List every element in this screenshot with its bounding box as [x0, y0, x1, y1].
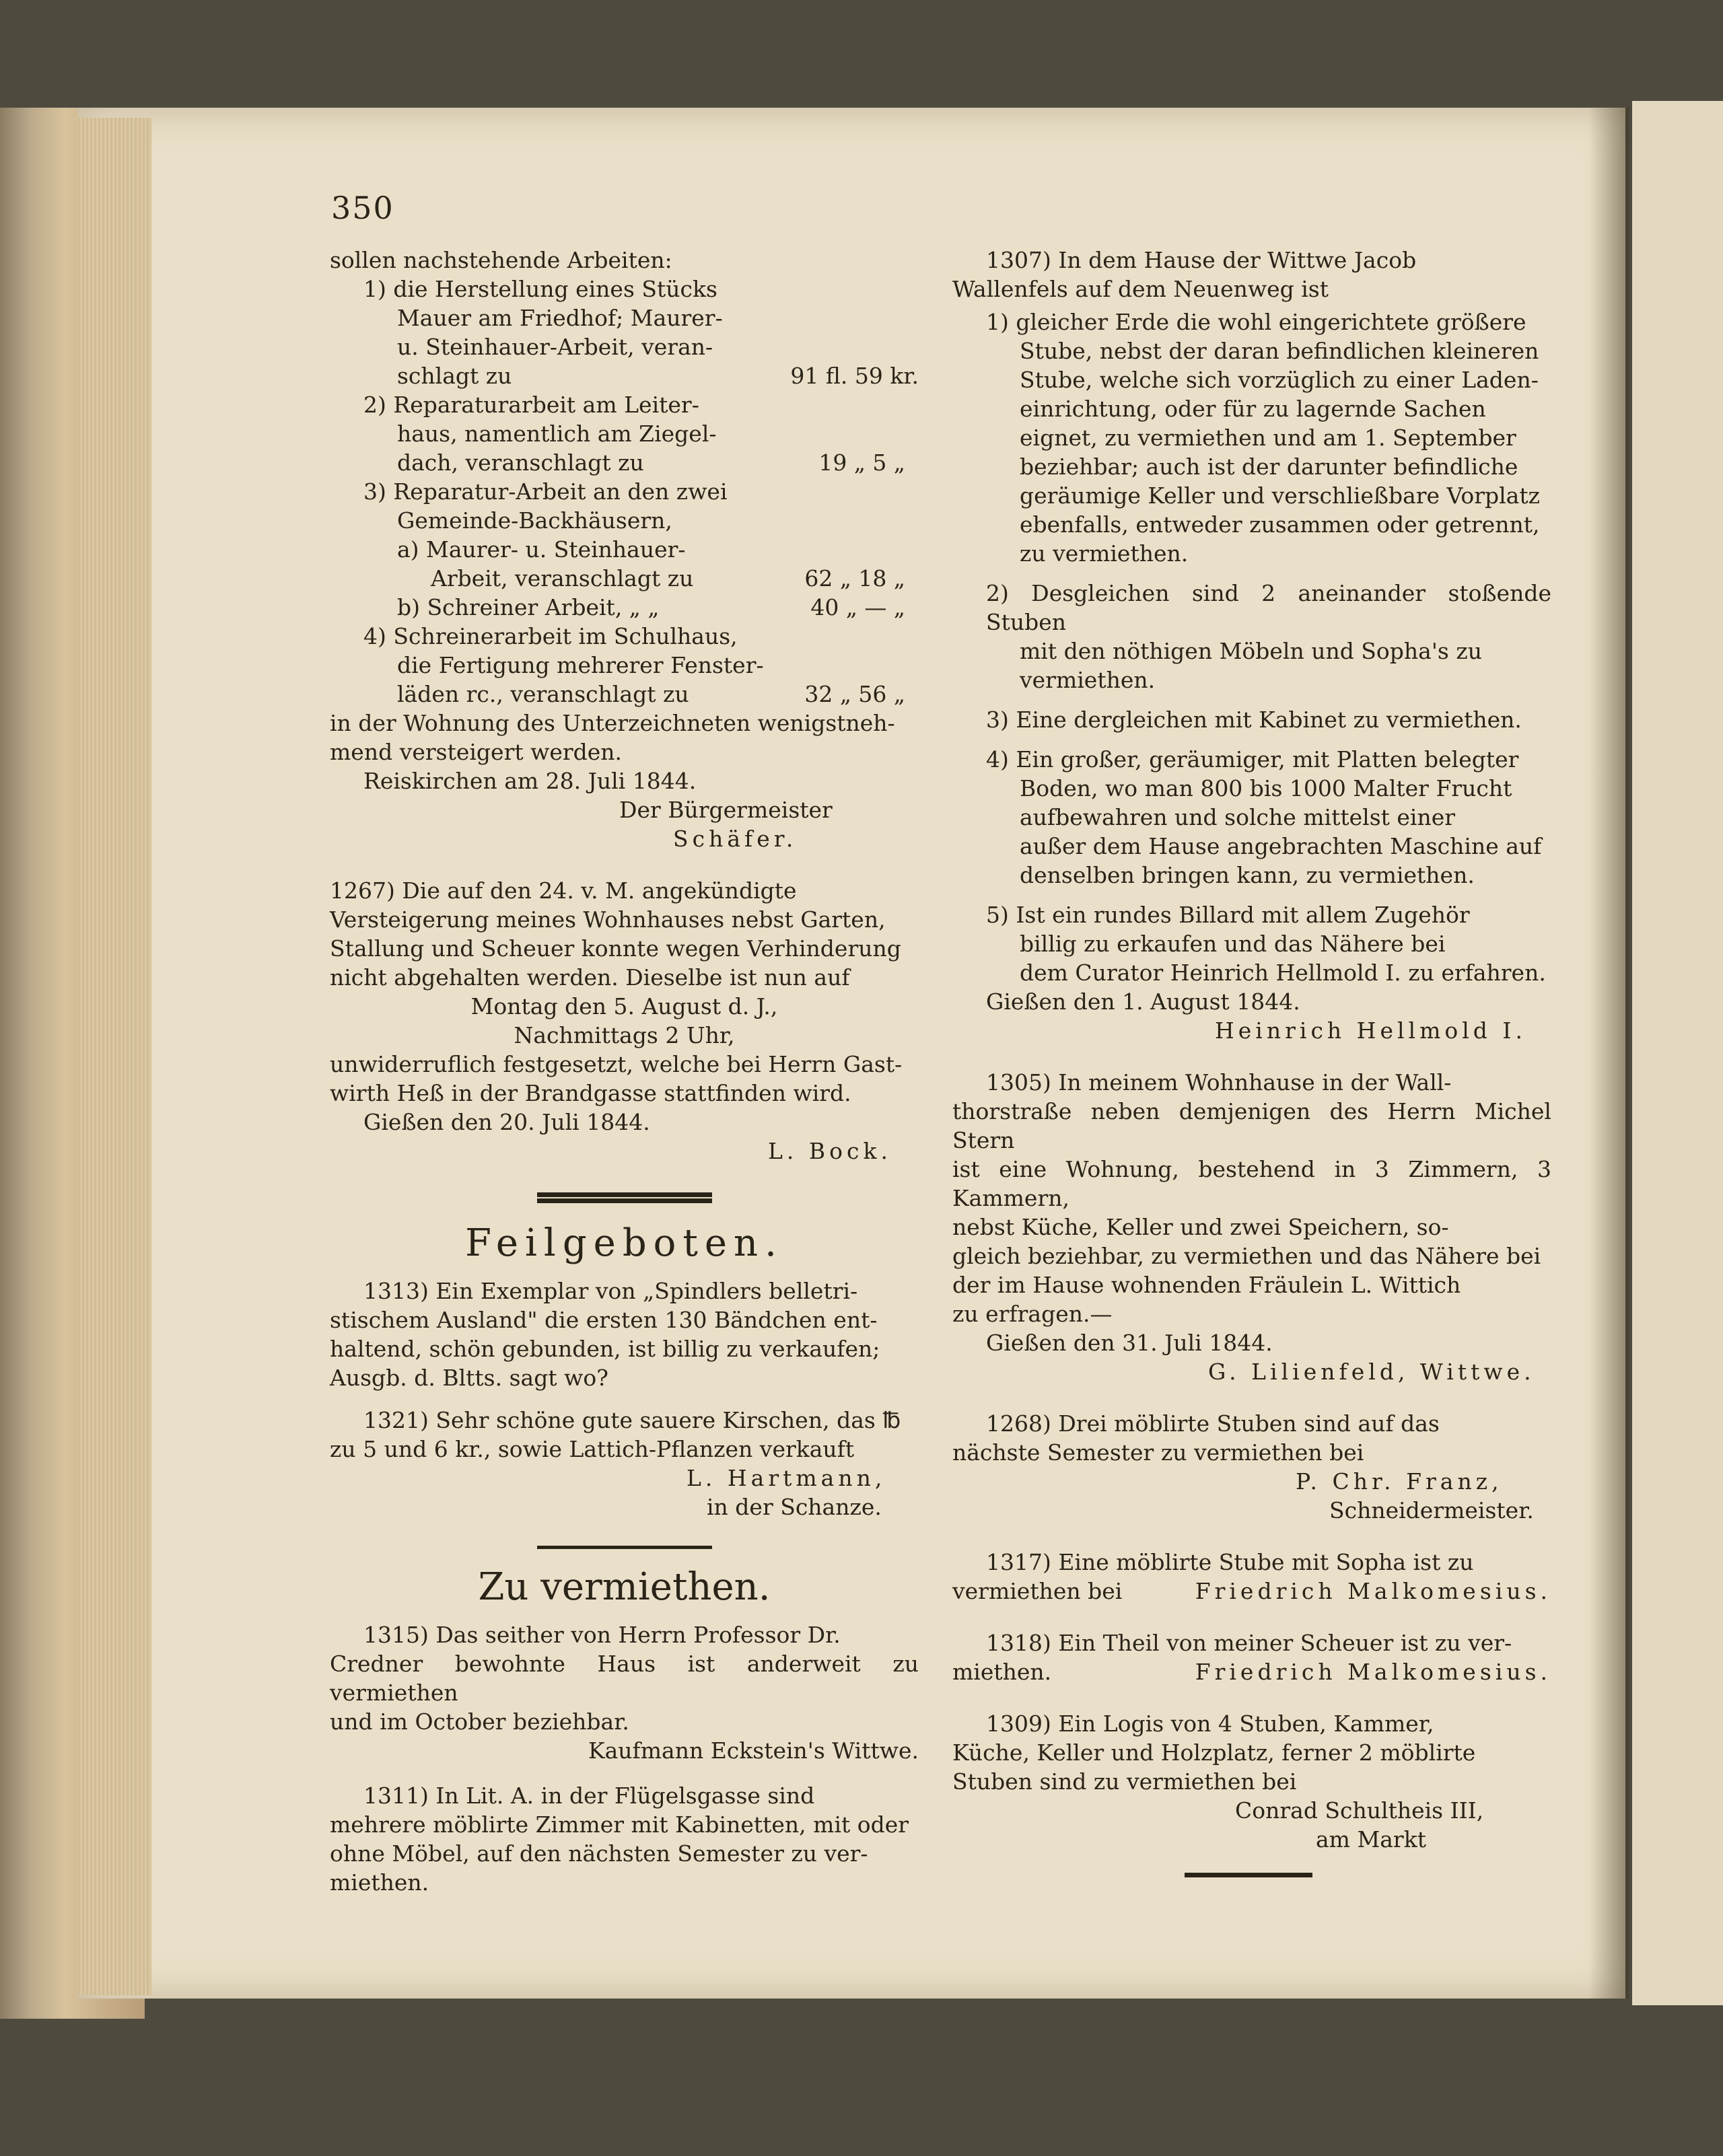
- right-column: [952, 246, 1551, 1892]
- text-line: vermiethen bei: [952, 1578, 1123, 1604]
- signer-name: Schäfer.: [673, 826, 798, 852]
- notice-1309: [952, 1709, 1551, 1854]
- text-line: 2) Reparaturarbeit am Leiter-: [363, 392, 699, 418]
- notice-1318: [952, 1628, 1551, 1686]
- text-line: 1318) Ein Theil von meiner Scheuer ist zu ver-: [986, 1630, 1512, 1656]
- text-line: b) Schreiner Arbeit, „ „: [397, 594, 660, 620]
- item-2: [330, 390, 919, 477]
- text-line: stischem Ausland" die ersten 130 Bändchen ent-: [330, 1307, 878, 1333]
- notice-1305: [952, 1068, 1551, 1386]
- text-line: 1315) Das seither von Herrn Professor Dr.: [363, 1622, 841, 1648]
- amount: 62 „ 18 „: [804, 565, 905, 591]
- text-line: Versteigerung meines Wohnhauses nebst Garten,: [330, 906, 886, 933]
- trade: Schneidermeister.: [1329, 1497, 1534, 1523]
- text-line: eignet, zu vermiethen und am 1. September: [1020, 425, 1516, 451]
- text-line: Stube, nebst der daran befindlichen kleineren: [1020, 338, 1539, 364]
- text-line: unwiderruflich festgesetzt, welche bei Herrn Gast-: [330, 1051, 903, 1077]
- signer-title: Der Bürgermeister: [619, 797, 833, 823]
- text-line: 1) die Herstellung eines Stücks: [363, 276, 717, 302]
- heading-feilgeboten: Feilgeboten.: [465, 1221, 783, 1265]
- text-line: denselben bringen kann, zu vermiethen.: [1020, 862, 1475, 888]
- text-line: geräumige Keller und verschließbare Vorplatz: [1020, 482, 1541, 509]
- text-line: die Fertigung mehrerer Fenster-: [397, 652, 764, 678]
- text-line: Nachmittags 2 Uhr,: [514, 1022, 735, 1048]
- text-line: 3) Reparatur-Arbeit an den zwei: [363, 478, 728, 505]
- text-line: dem Curator Heinrich Hellmold I. zu erfahren.: [1020, 960, 1546, 986]
- item-4: [330, 622, 919, 709]
- text-line: beziehbar; auch ist der darunter befindliche: [1020, 454, 1518, 480]
- text-line: Arbeit, veranschlagt zu: [431, 565, 694, 591]
- text-line: 1311) In Lit. A. in der Flügelsgasse sind: [363, 1783, 815, 1809]
- location: in der Schanze.: [707, 1494, 882, 1520]
- signature: Conrad Schultheis III,: [1235, 1797, 1484, 1824]
- text-line: Küche, Keller und Holzplatz, ferner 2 möblirte: [952, 1739, 1476, 1766]
- heading-zu-vermiethen: Zu vermiethen.: [478, 1565, 771, 1609]
- amount-row: [330, 680, 919, 709]
- text-line: haltend, schön gebunden, ist billig zu verkaufen;: [330, 1336, 880, 1362]
- amount-row: [330, 564, 919, 593]
- text-line: 1305) In meinem Wohnhause in der Wall-: [986, 1069, 1452, 1095]
- text-line: 1317) Eine möblirte Stube mit Sopha ist zu: [986, 1549, 1474, 1575]
- text-line: a) Maurer- u. Steinhauer-: [397, 536, 686, 563]
- text-line: zu erfragen.—: [952, 1301, 1113, 1327]
- place-date: Reiskirchen am 28. Juli 1844.: [363, 768, 697, 794]
- text-line: 5) Ist ein rundes Billard mit allem Zugehör: [986, 902, 1470, 928]
- text-line: Montag den 5. August d. J.,: [470, 993, 778, 1019]
- text-line: Ausgb. d. Bltts. sagt wo?: [330, 1365, 608, 1391]
- text-line: 2) Desgleichen sind 2 aneinander stoßende Stuben: [986, 580, 1551, 635]
- text-line: 1268) Drei möblirte Stuben sind auf das: [986, 1410, 1440, 1437]
- intro-line: sollen nachstehende Arbeiten:: [330, 247, 672, 273]
- text-line: 1309) Ein Logis von 4 Stuben, Kammer,: [986, 1711, 1434, 1737]
- text-line: einrichtung, oder für zu lagernde Sachen: [1020, 396, 1486, 422]
- text-line: miethen.: [952, 1659, 1052, 1685]
- text-line: außer dem Hause angebrachten Maschine auf: [1020, 833, 1542, 859]
- signature: Kaufmann Eckstein's Wittwe.: [588, 1737, 919, 1764]
- notice-1313: [330, 1277, 919, 1392]
- signature-row: [952, 1577, 1551, 1606]
- section-rule: [537, 1546, 712, 1549]
- text-line: 4) Schreinerarbeit im Schulhaus,: [363, 623, 738, 649]
- text-line: nächste Semester zu vermiethen bei: [952, 1439, 1364, 1466]
- notice-1321: [330, 1406, 919, 1521]
- text-line: Stallung und Scheuer konnte wegen Verhinderung: [330, 935, 901, 962]
- amount-row: [330, 361, 919, 390]
- text-line: ist eine Wohnung, bestehend in 3 Zimmern, 3 Kammern,: [952, 1156, 1551, 1211]
- page-number: 350: [331, 190, 394, 226]
- text-line: haus, namentlich am Ziegel-: [397, 421, 717, 447]
- notice-1315: [330, 1620, 919, 1765]
- text-line: Stube, welche sich vorzüglich zu einer Laden-: [1020, 367, 1539, 393]
- text-line: schlagt zu: [397, 363, 512, 389]
- item-3: [330, 477, 919, 622]
- text-line: miethen.: [330, 1869, 429, 1896]
- text-line: thorstraße neben demjenigen des Herrn Michel Stern: [952, 1098, 1551, 1153]
- amount: 32 „ 56 „: [804, 681, 905, 707]
- text-line: zu vermiethen.: [1020, 540, 1189, 567]
- amount-row: [330, 593, 919, 622]
- text-line: 1267) Die auf den 24. v. M. angekündigte: [330, 877, 797, 904]
- signature-row: [952, 1657, 1551, 1686]
- text-line: wirth Heß in der Brandgasse stattfinden wird.: [330, 1080, 851, 1106]
- text-line: billig zu erkaufen und das Nähere bei: [1020, 931, 1446, 957]
- notice-1307: [952, 246, 1551, 1045]
- notice-1311: [330, 1781, 919, 1897]
- amount: 19 „ 5 „: [818, 450, 905, 476]
- signature: G. Lilienfeld, Wittwe.: [1208, 1359, 1535, 1385]
- text-line: Credner bewohnte Haus ist anderweit zu vermiethen: [330, 1651, 919, 1706]
- section-rule: [1185, 1873, 1312, 1877]
- text-line: 4) Ein großer, geräumiger, mit Platten belegter: [986, 746, 1519, 772]
- text-line: der im Hause wohnenden Fräulein L. Wittich: [952, 1272, 1461, 1298]
- signature: Friedrich Malkomesius.: [1195, 1578, 1551, 1604]
- signature: Friedrich Malkomesius.: [1195, 1659, 1551, 1685]
- place-date: Gießen den 20. Juli 1844.: [363, 1109, 650, 1135]
- left-column: [330, 246, 919, 1897]
- text-line: Mauer am Friedhof; Maurer-: [397, 305, 723, 331]
- text-line: ebenfalls, entweder zusammen oder getrennt,: [1020, 511, 1540, 538]
- text-line: Gemeinde-Backhäusern,: [397, 507, 672, 534]
- item-1: [330, 275, 919, 390]
- signature: Heinrich Hellmold I.: [1215, 1017, 1526, 1044]
- amount: 40 „ — „: [810, 594, 905, 620]
- text-line: 1321) Sehr schöne gute sauere Kirschen, das ℔: [363, 1407, 901, 1433]
- text-line: mend versteigert werden.: [330, 739, 623, 765]
- text-line: 1) gleicher Erde die wohl eingerichtete größere: [986, 309, 1526, 335]
- text-line: läden rc., veranschlagt zu: [397, 681, 689, 707]
- text-line: mehrere möblirte Zimmer mit Kabinetten, mit oder: [330, 1811, 909, 1838]
- text-line: und im October beziehbar.: [330, 1709, 629, 1735]
- text-line: 3) Eine dergleichen mit Kabinet zu vermiethen.: [986, 707, 1522, 733]
- text-line: u. Steinhauer-Arbeit, veran-: [397, 334, 713, 360]
- text-line: zu 5 und 6 kr., sowie Lattich-Pflanzen verkauft: [330, 1436, 855, 1462]
- section-rule: [537, 1192, 712, 1197]
- signature: L. Bock.: [768, 1138, 892, 1164]
- text-line: Wallenfels auf dem Neuenweg ist: [952, 276, 1329, 302]
- text-line: dach, veranschlagt zu: [397, 450, 644, 476]
- text-line: nebst Küche, Keller und zwei Speichern, so-: [952, 1214, 1449, 1240]
- notice-1267: [330, 876, 919, 1165]
- text-line: in der Wohnung des Unterzeichneten wenigstneh-: [330, 710, 895, 736]
- text-line: mit den nöthigen Möbeln und Sopha's zu: [1020, 638, 1482, 664]
- amount: 91 fl. 59 kr.: [790, 363, 919, 389]
- text-line: aufbewahren und solche mittelst einer: [1020, 804, 1456, 830]
- signature: L. Hartmann,: [687, 1465, 886, 1491]
- place-date: Gießen den 1. August 1844.: [986, 989, 1300, 1015]
- notice-1268: [952, 1409, 1551, 1525]
- signature: P. Chr. Franz,: [1296, 1468, 1503, 1495]
- amount-row: [330, 448, 919, 477]
- text-line: nicht abgehalten werden. Dieselbe ist nun auf: [330, 964, 850, 991]
- text-line: vermiethen.: [1020, 667, 1156, 693]
- notice-1317: [952, 1548, 1551, 1606]
- text-line: 1307) In dem Hause der Wittwe Jacob: [986, 247, 1417, 273]
- text-line: ohne Möbel, auf den nächsten Semester zu ver-: [330, 1840, 868, 1867]
- location: am Markt: [1316, 1826, 1426, 1853]
- text-line: Boden, wo man 800 bis 1000 Malter Frucht: [1020, 775, 1512, 801]
- text-line: gleich beziehbar, zu vermiethen und das Nähere bei: [952, 1243, 1541, 1269]
- place-date: Gießen den 31. Juli 1844.: [986, 1330, 1273, 1356]
- text-line: 1313) Ein Exemplar von „Spindlers belletri-: [363, 1278, 858, 1304]
- text-line: Stuben sind zu vermiethen bei: [952, 1768, 1297, 1795]
